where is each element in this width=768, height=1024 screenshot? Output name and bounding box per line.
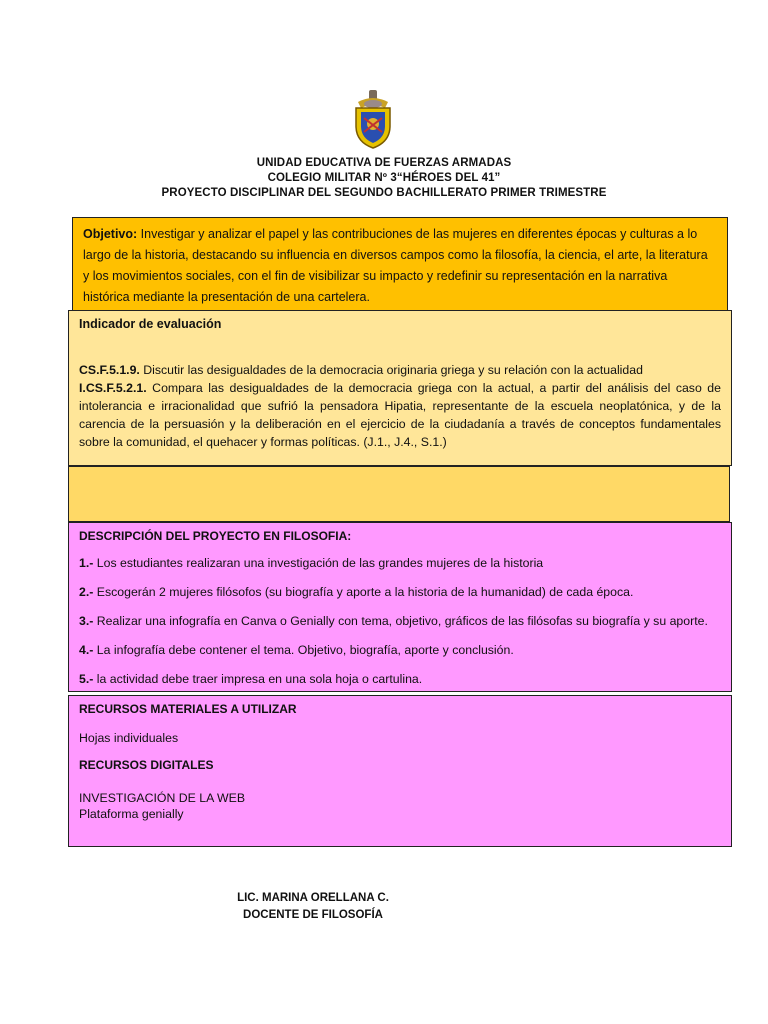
item-text: Realizar una infografía en Canva o Genially con tema, objetivo, gráficos de las filósofas su biografía y su aporte. <box>93 614 708 628</box>
item-text: Los estudiantes realizaran una investigación de las grandes mujeres de la historia <box>93 556 544 570</box>
indicador-title: Indicador de evaluación <box>79 317 222 331</box>
objetivo-label: Objetivo: <box>83 227 138 241</box>
indicador-code-1: CS.F.5.1.9. <box>79 363 140 377</box>
item-text: La infografía debe contener el tema. Objetivo, biografía, aporte y conclusión. <box>93 643 514 657</box>
objetivo-paragraph <box>83 224 717 308</box>
descripcion-title: DESCRIPCIÓN DEL PROYECTO EN FILOSOFIA: <box>79 529 352 543</box>
recursos-digitales-title: RECURSOS DIGITALES <box>79 758 214 772</box>
empty-box <box>68 466 730 522</box>
item-number: 1.- <box>79 556 94 570</box>
item-number: 3.- <box>79 614 94 628</box>
school-crest-icon <box>352 88 394 150</box>
descripcion-box <box>68 522 732 692</box>
indicador-text-2: Compara las desigualdades de la democracia griega con la actual, a partir del análisis del caso de intolerancia e irracionalidad que sufrió la pensadora Hipatia, representante de la escuela neoplatónica, y de la carencia de la persuasión y la deliberación en el ejercicio de la ciudadanía a través de conceptos fundamentales sobre la comunidad, el quehacer y formas políticas. (J.1., J.4., S.1.) <box>79 381 721 449</box>
institution-name: UNIDAD EDUCATIVA DE FUERZAS ARMADAS <box>256 157 512 169</box>
item-text: la actividad debe traer impresa en una sola hoja o cartulina. <box>93 672 423 686</box>
item-number: 5.- <box>79 672 94 686</box>
recursos-digitales-line-2: Plataforma genially <box>79 807 184 821</box>
indicador-paragraph <box>79 361 721 451</box>
indicador-code-2: I.CS.F.5.2.1. <box>79 381 147 395</box>
list-item <box>79 555 721 571</box>
indicador-box <box>68 310 732 466</box>
school-name: COLEGIO MILITAR Nº 3“HÉROES DEL 41” <box>267 172 501 184</box>
item-text: Escogerán 2 mujeres filósofos (su biografía y aporte a la historia de la humanidad) de cada época. <box>93 585 634 599</box>
list-item <box>79 613 721 629</box>
document-header <box>0 156 768 201</box>
recursos-box <box>68 695 732 847</box>
item-number: 4.- <box>79 643 94 657</box>
list-item <box>79 642 721 658</box>
project-title: PROYECTO DISCIPLINAR DEL SEGUNDO BACHILLERATO PRIMER TRIMESTRE <box>161 187 607 199</box>
teacher-role: DOCENTE DE FILOSOFÍA <box>243 909 383 921</box>
list-item <box>79 671 721 687</box>
teacher-name: LIC. MARINA ORELLANA C. <box>237 892 389 904</box>
signature-block <box>200 890 426 924</box>
item-number: 2.- <box>79 585 94 599</box>
recursos-materiales-text: Hojas individuales <box>79 731 179 745</box>
objetivo-box <box>72 217 728 312</box>
objetivo-text: Investigar y analizar el papel y las contribuciones de las mujeres en diferentes épocas y culturas a lo largo de la historia, destacando su influencia en diversos campos como la filosofía, la ciencia, el arte, la literatura y los movimientos sociales, con el fin de visibilizar su impacto y redefinir su representación en la narrativa histórica mediante la presentación de una cartelera. <box>83 227 708 304</box>
recursos-digitales-line-1: INVESTIGACIÓN DE LA WEB <box>79 791 246 805</box>
list-item <box>79 584 721 600</box>
recursos-materiales-title: RECURSOS MATERIALES A UTILIZAR <box>79 702 297 716</box>
indicador-text-1: Discutir las desigualdades de la democracia originaria griega y su relación con la actualidad <box>139 363 643 377</box>
